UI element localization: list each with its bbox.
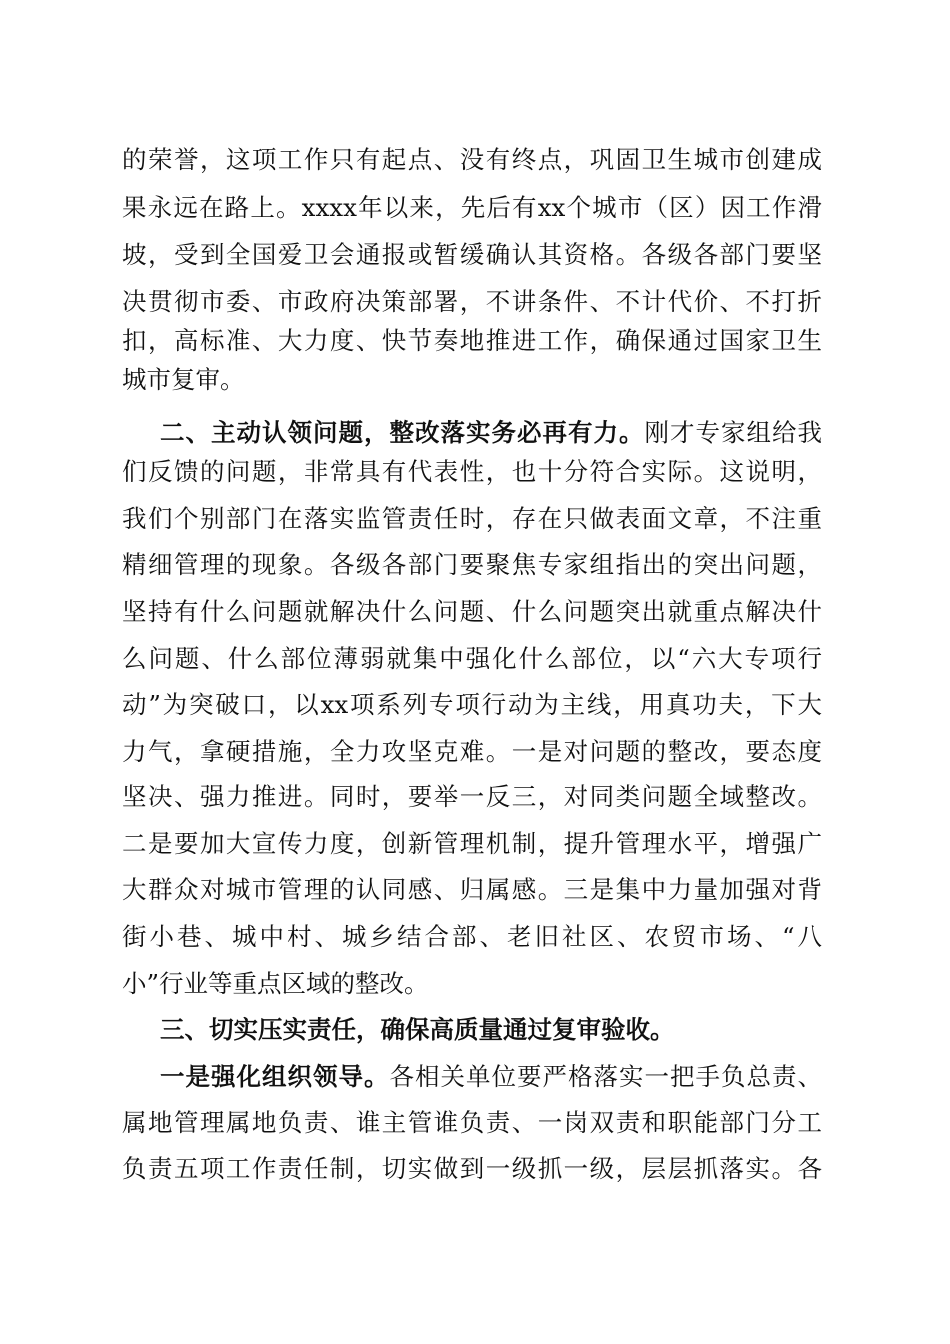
paragraph-line: 动”为突破口，以xx项系列专项行动为主线，用真功夫，下大 <box>122 690 822 719</box>
subsection-first-line: 一是强化组织领导。各相关单位要严格落实一把手负总责、 <box>160 1062 822 1091</box>
paragraph-line: 大群众对城市管理的认同感、归属感。三是集中力量加强对背 <box>122 875 822 904</box>
section-heading: 二、主动认领问题，整改落实务必再有力。 <box>160 418 645 447</box>
subsection-heading: 一是强化组织领导。 <box>160 1062 390 1091</box>
paragraph-line: 力气，拿硬措施，全力攻坚克难。一是对问题的整改，要态度 <box>122 737 822 766</box>
paragraph-line: 二是要加大宣传力度，创新管理机制，提升管理水平，增强广 <box>122 829 822 858</box>
paragraph-line: 决贯彻市委、市政府决策部署，不讲条件、不计代价、不打折 <box>122 287 822 316</box>
paragraph-line: 们反馈的问题，非常具有代表性，也十分符合实际。这说明， <box>122 457 822 486</box>
paragraph-line: 坚持有什么问题就解决什么问题、什么问题突出就重点解决什 <box>122 597 822 626</box>
section-heading: 三、切实压实责任，确保高质量通过复审验收。 <box>160 1015 675 1044</box>
paragraph-line: 么问题、什么部位薄弱就集中强化什么部位，以“六大专项行 <box>122 644 822 673</box>
section-three-heading-line <box>160 1008 822 1052</box>
paragraph-line: 的荣誉，这项工作只有起点、没有终点，巩固卫生城市创建成 <box>122 145 822 174</box>
paragraph-line: 我们个别部门在落实监管责任时，存在只做表面文章，不注重 <box>122 504 822 533</box>
paragraph-line: 果永远在路上。xxxx年以来，先后有xx个城市（区）因工作滑 <box>122 193 822 222</box>
paragraph-line: 坡，受到全国爱卫会通报或暂缓确认其资格。各级各部门要坚 <box>122 240 822 269</box>
paragraph-line: 负责五项工作责任制，切实做到一级抓一级，层层抓落实。各 <box>122 1154 822 1183</box>
paragraph-line: 属地管理属地负责、谁主管谁负责、一岗双责和职能部门分工 <box>122 1108 822 1137</box>
paragraph-line: 小”行业等重点区域的整改。 <box>122 969 429 998</box>
paragraph-line: 扣，高标准、大力度、快节奏地推进工作，确保通过国家卫生 <box>122 326 822 355</box>
paragraph-line: 精细管理的现象。各级各部门要聚焦专家组指出的突出问题， <box>122 550 822 579</box>
section-two-first-line: 二、主动认领问题，整改落实务必再有力。刚才专家组给我 <box>160 418 822 447</box>
paragraph-line: 街小巷、城中村、城乡结合部、老旧社区、农贸市场、“八 <box>122 922 822 951</box>
paragraph-line: 城市复审。 <box>122 365 245 394</box>
paragraph-line: 坚决、强力推进。同时，要举一反三，对同类问题全域整改。 <box>122 782 822 811</box>
